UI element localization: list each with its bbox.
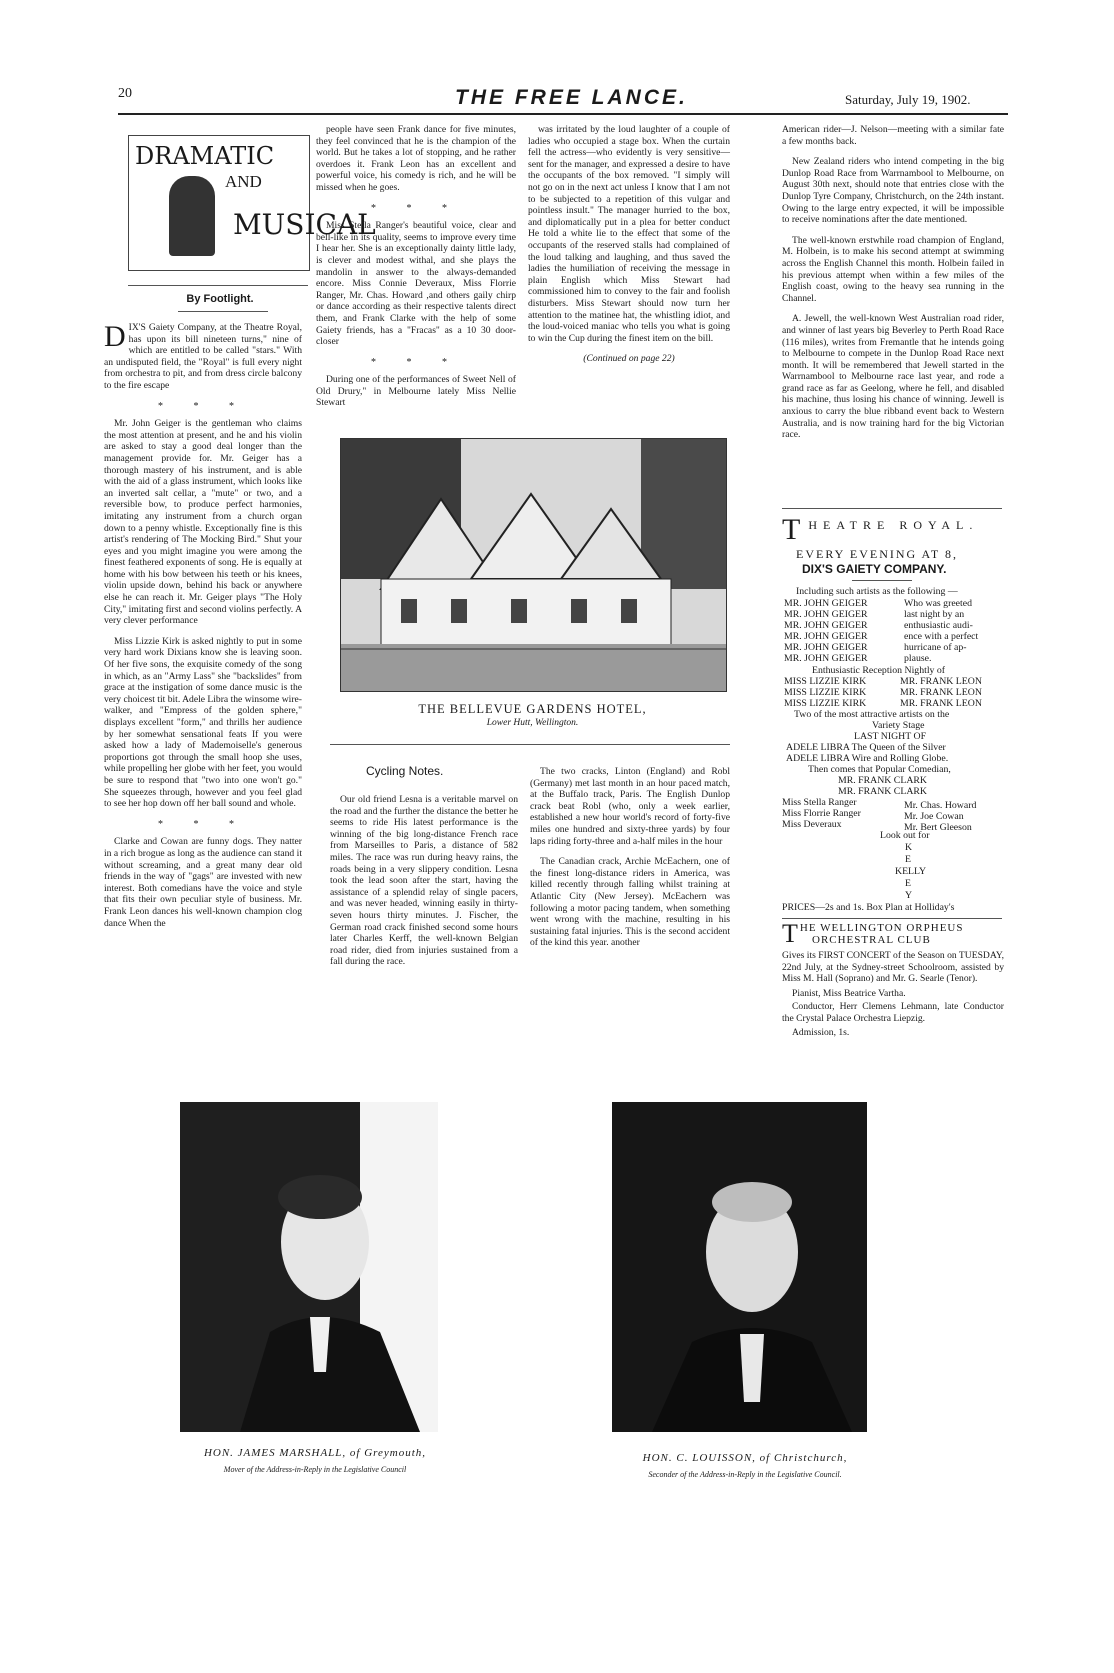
article-paragraph: The two cracks, Linton (England) and Robl (Germany) met last month in an hour paced match, at the Buffalo track, Paris. The English Dunlop crack beat Robl (who, only a week earlier, established a new hour world's record of forty-five miles one hundred and sixty-three yards) by four laps riding forty-three and a-half miles in the hour: [530, 766, 730, 847]
geiger-note: last night by an: [904, 609, 965, 620]
advert-rule: [852, 580, 912, 581]
libra-line: ADELE LIBRA Wire and Rolling Globe.: [786, 753, 949, 764]
article-paragraph: Clarke and Cowan are funny dogs. They natter in a rich brogue as long as the audience can stand it without screaming, and a great many dear old friends in the way of "gags" are invested with new interest. Both comedians have the voice and style that fits their own peculiar style of business. Mr. Frank Leon dances his well-known champion clog dance When the: [104, 836, 302, 929]
geiger-note: ence with a perfect: [904, 631, 979, 642]
section-rule: [782, 508, 1002, 509]
column-2: [316, 124, 516, 418]
orpheus-details: Gives its FIRST CONCERT of the Season on TUESDAY, 22nd July, at the Sydney-street Schoolroom, assisted by Miss M. Hall (Soprano) and Mr. G. Searle (Tenor).: [782, 950, 1004, 985]
article-paragraph: people have seen Frank dance for five minutes, they feel convinced that he is the champion of the world. But he takes a lot of stopping, and he rather overdoes it. Frank Leon has an excellent and powerful voice, his comedy is rich, and he will be missed when he goes.: [316, 124, 516, 193]
lady-performer: Miss Deveraux: [782, 819, 842, 830]
hotel-caption: THE BELLEVUE GARDENS HOTEL,: [418, 702, 647, 716]
ornament-word-musical: MUSICAL: [233, 208, 376, 241]
column-1: [104, 322, 302, 938]
orpheus-conductor: Conductor, Herr Clemens Lehmann, late Conductor the Crystal Palace Orchestra Liepzig.: [782, 1001, 1004, 1024]
newspaper-title: THE FREE LANCE.: [455, 86, 688, 109]
article-paragraph: was irritated by the loud laughter of a couple of ladies who occupied a stage box. When the curtain fell the actress—who evidently is very sensitive—sent for the manager, and expressed a desire to have the occupants of the box removed. "I simply will not go on in the next act unless I know that I am not to be subjected to a repetition of this vulgar and pointless insult." The manager hurried to the box, and diplomatically put in a plea for better conduct He told a white lie to the effect that some of the occupants of the reserved stalls had complained of the loud talking and laughing, and thus saved the ladies the humiliation of receiving the message in plain English which Miss Stewart had commissioned him to convey to the fair and foolish disturbers. Miss Stewart should now turn her attention to the matinee hat, the whistling idiot, and the loud-voiced maniac who tells you what is going to win the Cup during the finest item on the bill.: [528, 124, 730, 344]
article-paragraph: New Zealand riders who intend competing in the big Dunlop Road Race from Warrnambool to Melbourne, on August 30th next, should note that entries close with the Dunlop Tyre Company, Christchurch, on the 24th instant. Owing to the large entry expected, it will be impossible to receive nominations after the date mentioned.: [782, 156, 1004, 226]
orpheus-heading-1: HE WELLINGTON ORPHEUS: [799, 922, 964, 934]
geiger-name: MR. JOHN GEIGER: [784, 653, 868, 664]
page-number: 20: [118, 86, 132, 101]
theatre-royal-advert: [782, 513, 1002, 838]
prices-line: PRICES—2s and 1s. Box Plan at Holliday's: [782, 902, 955, 913]
including-line: Including such artists as the following —: [796, 586, 958, 597]
every-evening: EVERY EVENING AT 8,: [796, 547, 958, 561]
kirk-name: MISS LIZZIE KIRK: [784, 698, 867, 709]
lady-performer: Miss Stella Ranger: [782, 797, 857, 808]
variety-line: Variety Stage: [872, 720, 925, 731]
separator-stars: * * *: [371, 202, 461, 214]
article-paragraph: During one of the performances of Sweet Nell of Old Drury," in Melbourne lately Miss Nellie Stewart: [316, 374, 516, 409]
article-paragraph: American rider—J. Nelson—meeting with a similar fate a few months back.: [782, 124, 1004, 147]
reception-line: Enthusiastic Reception Nightly of: [812, 665, 946, 676]
kelly-letter: Y: [905, 890, 913, 901]
article-paragraph: Our old friend Lesna is a veritable marvel on the road and the further the distance the better he seems to ride His latest performance is the winning of the big long-distance French race from Marseilles to Paris, a distance of 582 miles. The race was run during heavy rains, the roads being in a very slippery condition. Lesna took the lead soon after the start, having the assistance of a splendid relay of single pacers, and was never headed, winning easily in thirty-seven hours thirty minutes. J. Fischer, the German road crack finished second some hours later Charles Kerff, the well-known Belgian road rider, died from injuries sustained from a fall during the race.: [330, 794, 518, 968]
geiger-note: Who was greeted: [904, 598, 973, 609]
marshall-photo: [180, 1102, 438, 1432]
marshall-subcaption: Mover of the Address-in-Reply in the Legislative Council: [223, 1465, 407, 1474]
byline-rule-bottom: [178, 311, 268, 312]
kelly-letter: E: [905, 878, 911, 889]
ornament-word-dramatic: DRAMATIC: [135, 142, 275, 170]
column-3: [528, 124, 730, 374]
theatre-heading-rest: HEATRE ROYAL.: [808, 518, 979, 532]
ornament-word-and: AND: [225, 172, 262, 191]
last-night-line: LAST NIGHT OF: [854, 731, 927, 742]
kelly-letter: K: [905, 842, 913, 853]
clark-name: MR. FRANK CLARK: [838, 775, 928, 786]
orpheus-body: [782, 950, 1004, 1038]
orpheus-heading-2: ORCHESTRAL CLUB: [812, 934, 931, 946]
article-paragraph: DIX'S Gaiety Company, at the Theatre Royal, has upon its bill nineteen turns," nine of which are entitled to be called "stars." With an undisputed field, the "Royal" is full every night from orchestra to pit, and from dress circle balcony to the fire escape: [104, 320, 302, 391]
look-out-line: Look out for: [880, 830, 930, 841]
geiger-name: MR. JOHN GEIGER: [784, 631, 868, 642]
geiger-note: hurricane of ap-: [904, 642, 967, 653]
lady-performer: Miss Florrie Ranger: [782, 808, 861, 819]
geiger-note: plause.: [904, 653, 932, 664]
portrait-c-louisson: [612, 1102, 867, 1432]
leon-name: MR. FRANK LEON: [900, 687, 982, 698]
theatre-initial: T: [782, 513, 807, 546]
drop-cap: D: [104, 320, 126, 353]
orpheus-admission: Admission, 1s.: [792, 1026, 850, 1038]
orpheus-pianist: Pianist, Miss Beatrice Vartha.: [792, 987, 906, 999]
geiger-note: enthusiastic audi-: [904, 620, 973, 631]
separator-stars: * * *: [158, 400, 248, 412]
geiger-name: MR. JOHN GEIGER: [784, 620, 868, 631]
leon-name: MR. FRANK LEON: [900, 676, 982, 687]
geiger-name: MR. JOHN GEIGER: [784, 598, 868, 609]
article-paragraph: A. Jewell, the well-known West Australian road rider, and winner of last years big Beverley to Perth Road Race (116 miles), writes from Fremantle that he intends going to Melbourne to compete in the Dunlop Road Race next month. It will be remembered that Jewell started in the Warrnambool to Melbourne race last year, and rode a grand race as far as Geelong, where he fell, and disabled his machine, thus losing his chance of winning. Jewell is anxious to carry the blue ribband event back to Western Australia, and is now training hard for the big Victorian race.: [782, 313, 1004, 441]
louisson-caption: HON. C. LOUISSON, of Christchurch,: [642, 1452, 848, 1464]
issue-date: Saturday, July 19, 1902.: [845, 92, 971, 107]
cycling-heading: Cycling Notes.: [366, 764, 444, 778]
louisson-subcaption: Seconder of the Address-in-Reply in the Legislative Council.: [648, 1470, 842, 1479]
masthead-rule: [118, 113, 1008, 115]
section-rule: [782, 918, 1002, 919]
continued-note: (Continued on page 22): [583, 353, 675, 365]
gent-performer: Mr. Bert Gleeson: [904, 822, 972, 833]
geiger-name: MR. JOHN GEIGER: [784, 609, 868, 620]
article-paragraph: The Canadian crack, Archie McEachern, one of the finest long-distance riders in America, was killed recently through falling whilst training at Atlantic City (New Jersey). McEachern was following a motor pacing tandem, when something went wrong with the machine, resulting in his sustaining fatal injuries. This is the second accident of the kind this year. another: [530, 856, 730, 949]
jester-figure-image: [169, 176, 215, 256]
theatre-heading: [782, 513, 979, 546]
byline: By Footlight.: [186, 293, 254, 305]
then-comes-line: Then comes that Popular Comedian,: [808, 764, 951, 775]
separator-stars: * * *: [158, 818, 248, 830]
kelly-letter: E: [905, 854, 911, 865]
hotel-location: Lower Hutt, Wellington.: [486, 718, 579, 728]
portrait-james-marshall: [180, 1102, 438, 1432]
clark-name: MR. FRANK CLARK: [838, 786, 928, 797]
kirk-name: MISS LIZZIE KIRK: [784, 676, 867, 687]
dramatic-musical-ornament: [128, 135, 376, 271]
byline-rule-top: [128, 285, 308, 286]
libra-line: ADELE LIBRA The Queen of the Silver: [786, 742, 946, 753]
cycling-column-2: [530, 766, 730, 958]
section-rule: [330, 744, 730, 745]
two-most-line: Two of the most attractive artists on the: [794, 709, 950, 720]
article-paragraph: The well-known erstwhile road champion of England, M. Holbein, is to make his second attempt at swimming across the English Channel this month. Holbein failed in his previous attempt when within a few miles of the English coast, owing to the heavy sea running in the Channel.: [782, 234, 1004, 304]
column-4: [782, 124, 1004, 450]
geiger-name: MR. JOHN GEIGER: [784, 642, 868, 653]
hotel-illustration: [341, 439, 726, 691]
louisson-photo: [612, 1102, 867, 1432]
company-name: DIX'S GAIETY COMPANY.: [802, 562, 947, 576]
leon-name: MR. FRANK LEON: [900, 698, 982, 709]
separator-stars: * * *: [371, 356, 461, 368]
marshall-caption: HON. JAMES MARSHALL, of Greymouth,: [203, 1447, 427, 1459]
gent-performer: Mr. Chas. Howard: [904, 800, 977, 811]
article-paragraph: Mr. John Geiger is the gentleman who claims the most attention at present, and he and his violin are asked to stay a good deal longer than the management provide for. Mr. Geiger has a thorough mastery of his instrument, and is able with the aid of a glass instrument, which looks like an inverted salt cellar, a "mute" or two, and a reversible bow, to produce perfect harmonies, imitating any instrument from a church organ down to a penny whistle. Exceptionally fine is this artist's rendering of The Mocking Bird." Shut your eyes and you might imagine you were among the finest feathered exponents of song. He is equally at home with his bow between his teeth or his knees, violin upside down, behind his back or anywhere else he can reach it. Mr. Geiger plays "The Holy City," imitating first and second violins perfectly. A very clever performance: [104, 418, 302, 627]
orpheus-advert: [782, 919, 1004, 1040]
kelly-word: KELLY: [895, 866, 927, 877]
bellevue-hotel-photo: [340, 438, 727, 692]
article-paragraph: Miss Lizzie Kirk is asked nightly to put in some very hard work Dixians know she is leaving soon. Of her five sons, the exquisite comedy of the song in which, as an "Army Lass" she "backslides" from grace at the instigation of some dance music is the very choicest tit bit. Adele Libra the winsome wire-walker, and "Empress of the golden sphere," displays excellent "form," and thrills her audience by her somewhat sensational feats If you were asked how a lady of Mademoiselle's generous proportions got through the small hoop she uses, while propelling her globe with her feet, you would be sure to respond that "two into one won't go." She squeezes through, however and you feel glad to see her hop down off her ball sound and whole.: [104, 635, 302, 810]
cycling-column-1: [330, 794, 518, 977]
kirk-name: MISS LIZZIE KIRK: [784, 687, 867, 698]
article-paragraph: Miss Stella Ranger's beautiful voice, clear and bell-like in its quality, seems to improve every time I hear her. She is an exceptionally dainty little lady, is clever and modest withal, and she plays the mandolin in answer to the always-demanded encore. Miss Connie Deveraux, Miss Florrie Ranger, Mr. Chas. Howard ,and others gaily chirp or dance according as their respective talents direct them, and Frank Clarke with the help of some Gaiety friends, has a "Fracas" as a 10 30 door-closer: [316, 220, 516, 348]
orpheus-initial: T: [782, 919, 798, 948]
gent-performer: Mr. Joe Cowan: [904, 811, 964, 822]
